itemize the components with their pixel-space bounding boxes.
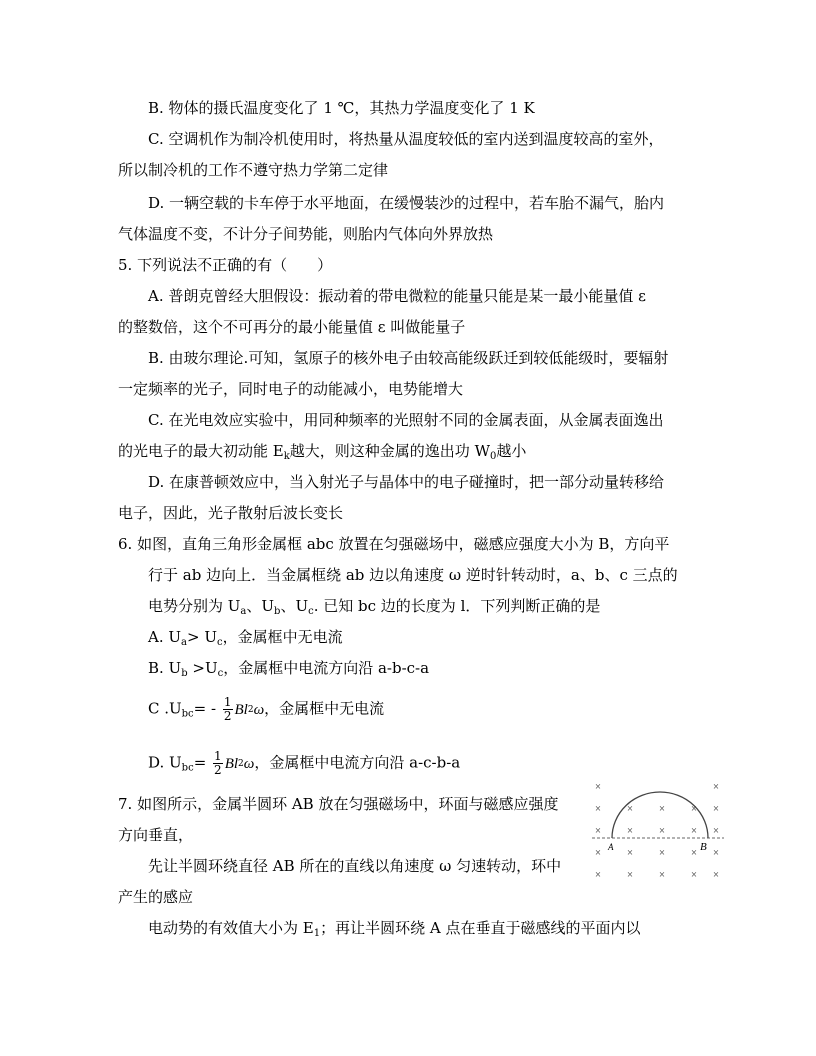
field-cross: × [626,826,634,835]
field-cross: × [658,826,666,835]
field-cross: × [690,804,698,813]
text-span: ，金属框中电流方向沿 a-b-c-a [223,659,430,677]
field-cross: × [712,782,720,791]
text-line [148,596,600,622]
text-span: C .U [148,699,182,718]
text-span: D. U [148,753,182,772]
text-span: 电势分别为 U [148,597,241,615]
field-cross: × [712,826,720,835]
subscript: a [181,637,187,648]
text-span: B. U [148,659,182,677]
text-line: B. 物体的摄氏温度变化了 1 ℃，其热力学温度变化了 1 K [148,99,535,117]
text-span: ，金属框中电流方向沿 a-c-b-a [254,753,461,772]
subscript: k [283,451,290,462]
text-line: 气体温度不变，不计分子间势能，则胎内气体向外界放热 [118,225,494,243]
field-cross: × [712,870,720,879]
subscript: c [216,637,223,648]
semicircle-magnetic-field-figure [588,778,728,882]
text-span: 的光电子的最大初动能 E [118,442,284,460]
subscript: b [274,606,281,617]
text-line [118,441,526,467]
text-line: 产生的感应 [118,888,194,906]
fraction [223,696,233,723]
field-cross: × [712,848,720,857]
subscript: 1 [313,928,321,939]
subscript: c [217,668,224,679]
option-b [148,658,429,684]
point-a-label: A [608,842,614,852]
fraction [213,750,223,777]
question-7: 7. 如图所示，金属半圆环 AB 放在匀强磁场中，环面与磁感应强度 [118,795,559,813]
text-line: 一定频率的光子，同时电子的动能减小，电势能增大 [118,380,464,398]
field-cross: × [690,870,698,879]
option-c [148,696,384,725]
field-cross: × [594,826,602,835]
text-span: ，金属框中无电流 [264,699,385,718]
subscript: bc [181,708,194,720]
text-line: 的整数倍，这个不可再分的最小能量值 ε 叫做能量子 [118,318,466,336]
text-line: D. 一辆空载的卡车停于水平地面，在缓慢装沙的过程中，若车胎不漏气，胎内 [148,194,665,212]
field-cross: × [690,848,698,857]
text-span: 越小 [496,442,527,460]
field-cross: × [594,870,602,879]
option-a [148,627,343,653]
superscript: 2 [247,704,254,715]
text-line: 先让半圆环绕直径 AB 所在的直线以角速度 ω 匀速转动，环中 [148,857,562,875]
text-line [148,918,640,944]
field-cross: × [658,870,666,879]
field-cross: × [594,804,602,813]
field-cross: × [594,848,602,857]
text-span: ，金属框中无电流 [222,628,343,646]
text-line: D. 在康普顿效应中，当入射光子与晶体中的电子碰撞时，把一部分动量转移给 [148,473,665,491]
formula [221,696,264,723]
subscript: c [308,606,314,617]
magnetic-field-crosses [595,782,720,879]
text-line: C. 空调机作为制冷机使用时，将热量从温度较低的室内送到温度较高的室外， [148,130,664,148]
option-d [148,750,460,779]
field-cross: × [626,870,634,879]
text-line: 方向垂直， [118,826,194,844]
subscript: 0 [489,451,497,462]
text-span: 越大，则这种金属的逸出功 W [289,442,490,460]
omega-symbol: ω [253,701,265,718]
text-line: C. 在光电效应实验中，用同种频率的光照射不同的金属表面，从金属表面逸出 [148,411,664,429]
field-cross: × [626,848,634,857]
text-span: A. U [148,628,182,646]
text-span: 电动势的有效值大小为 E [148,919,314,937]
text-line: 行于 ab 边向上．当金属框绕 ab 边以角速度 ω 逆时针转动时，a、b、c 三点的 [148,566,678,584]
subscript: a [240,606,247,617]
text-span: = [193,753,207,772]
denominator: 2 [214,763,222,777]
field-cross: × [658,804,666,813]
text-span: = - [193,699,217,718]
superscript: 2 [238,758,244,769]
text-span: ；再让半圆环绕 A 点在垂直于磁感线的平面内以 [320,919,641,937]
text-span: 、U [246,597,275,615]
text-span: >U [187,659,218,677]
question-5: 5. 下列说法不正确的有（ ） [118,256,333,274]
point-b-label: B [700,841,707,853]
field-cross: × [658,848,666,857]
question-6: 6. 如图，直角三角形金属框 abc 放置在匀强磁场中，磁感应强度大小为 B，方向平 [118,535,670,553]
formula-text: Bl [234,701,248,718]
text-line: A. 普朗克曾经大胆假设：振动着的带电微粒的能量只能是某一最小能量值 ε [148,287,646,305]
text-span: > U [186,628,217,646]
field-cross: × [690,826,698,835]
subscript: bc [181,762,194,774]
numerator: 1 [214,749,222,763]
formula-text: Bl [224,755,239,772]
numerator: 1 [223,695,232,709]
text-span: . 已知 bc 边的长度为 l．下列判断正确的是 [313,597,601,615]
formula [211,750,254,777]
field-cross: × [626,804,634,813]
text-line: 所以制冷机的工作不遵守热力学第二定律 [118,161,389,179]
denominator: 2 [223,709,232,723]
text-span: 、U [280,597,309,615]
text-line: 电子，因此，光子散射后波长变长 [118,504,344,522]
field-cross: × [712,804,720,813]
subscript: b [181,668,188,679]
text-line: B. 由玻尔理论.可知，氢原子的核外电子由较高能级跃迁到较低能级时，要辐射 [148,349,669,367]
omega-symbol: ω [243,755,255,772]
field-cross: × [594,782,602,791]
